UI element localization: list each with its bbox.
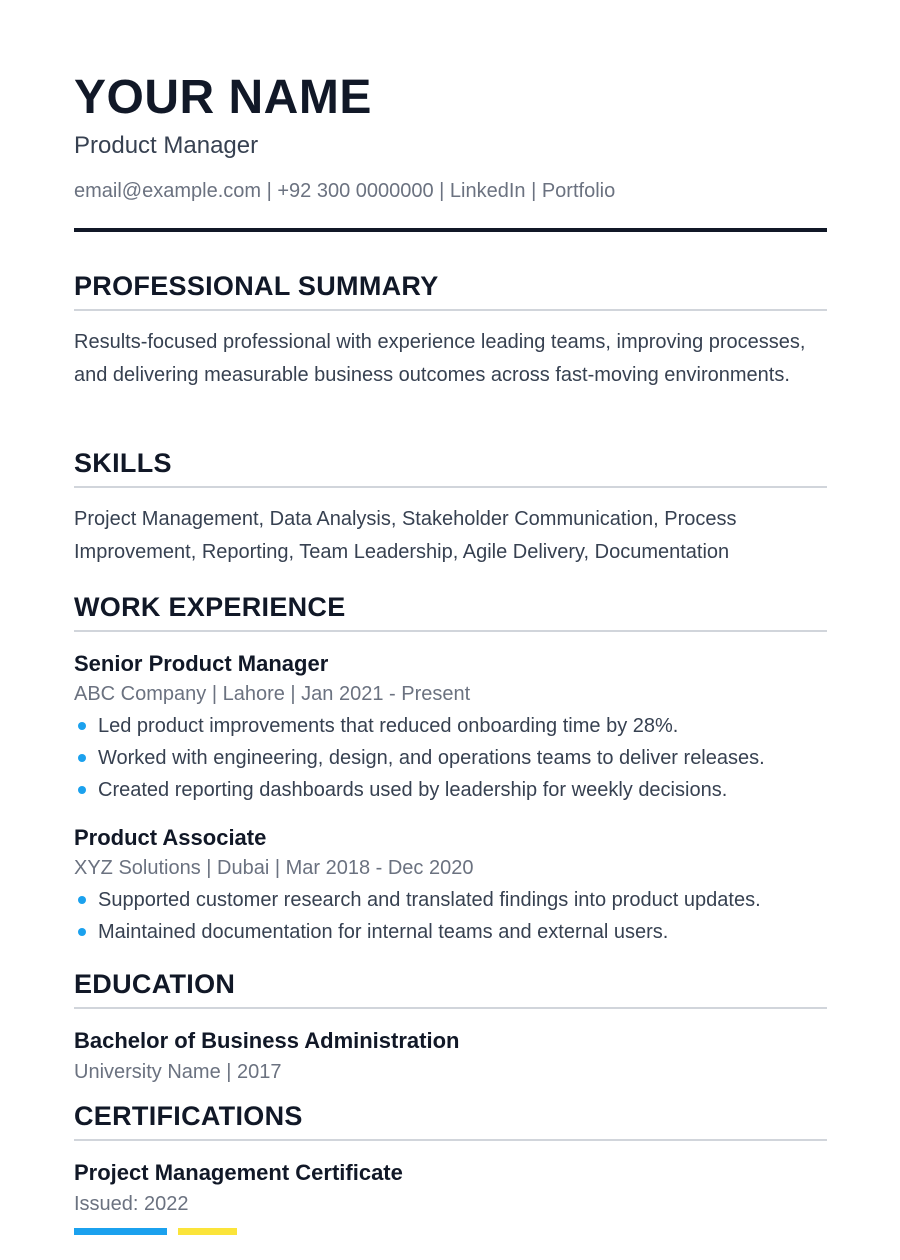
summary-heading: PROFESSIONAL SUMMARY	[74, 271, 439, 301]
degree-title: Bachelor of Business Administration	[74, 1028, 460, 1053]
bullet-item	[74, 916, 827, 948]
skills-text: Project Management, Data Analysis, Stakeholder Communication, Process Improvement, Reporting, Team Leadership, Agile Delivery, Documentation	[74, 508, 737, 563]
bullet-text: Maintained documentation for internal teams and external users.	[98, 921, 669, 943]
bullet-item	[74, 742, 827, 774]
bullet-dot-icon	[78, 928, 86, 936]
bullet-dot-icon	[78, 754, 86, 762]
bullet-text: Created reporting dashboards used by leadership for weekly decisions.	[98, 779, 728, 801]
education-heading: EDUCATION	[74, 969, 236, 999]
bullet-text: Worked with engineering, design, and operations teams to deliver releases.	[98, 747, 765, 769]
bullet-dot-icon	[78, 722, 86, 730]
candidate-name: YOUR NAME	[74, 71, 372, 124]
bullet-dot-icon	[78, 896, 86, 904]
job-bullets	[74, 710, 827, 806]
job-title: Product Associate	[74, 825, 267, 850]
certifications-divider	[74, 1139, 827, 1141]
header-divider	[74, 228, 827, 232]
experience-divider	[74, 630, 827, 632]
summary-text: Results-focused professional with experience leading teams, improving processes, and delivering measurable business outcomes across fast-moving environments.	[74, 331, 806, 386]
bullet-item	[74, 710, 827, 742]
certificate-meta: Issued: 2022	[74, 1193, 189, 1215]
bullet-item	[74, 774, 827, 806]
job-title: Senior Product Manager	[74, 651, 329, 676]
bullet-item	[74, 884, 827, 916]
experience-heading: WORK EXPERIENCE	[74, 592, 346, 622]
job-meta: XYZ Solutions | Dubai | Mar 2018 - Dec 2020	[74, 857, 474, 879]
bullet-text: Supported customer research and translated findings into product updates.	[98, 889, 761, 911]
skills-heading: SKILLS	[74, 448, 172, 478]
summary-divider	[74, 309, 827, 311]
bullet-dot-icon	[78, 786, 86, 794]
accent-bar-yellow	[178, 1228, 237, 1235]
candidate-role: Product Manager	[74, 132, 259, 159]
education-divider	[74, 1007, 827, 1009]
accent-bar-blue	[74, 1228, 167, 1235]
bullet-text: Led product improvements that reduced onboarding time by 28%.	[98, 715, 679, 737]
contact-line: email@example.com | +92 300 0000000 | LinkedIn | Portfolio	[74, 180, 616, 202]
job-bullets	[74, 884, 827, 948]
skills-divider	[74, 486, 827, 488]
certificate-title: Project Management Certificate	[74, 1160, 403, 1185]
certifications-heading: CERTIFICATIONS	[74, 1101, 303, 1131]
job-meta: ABC Company | Lahore | Jan 2021 - Present	[74, 683, 471, 705]
education-meta: University Name | 2017	[74, 1061, 282, 1083]
